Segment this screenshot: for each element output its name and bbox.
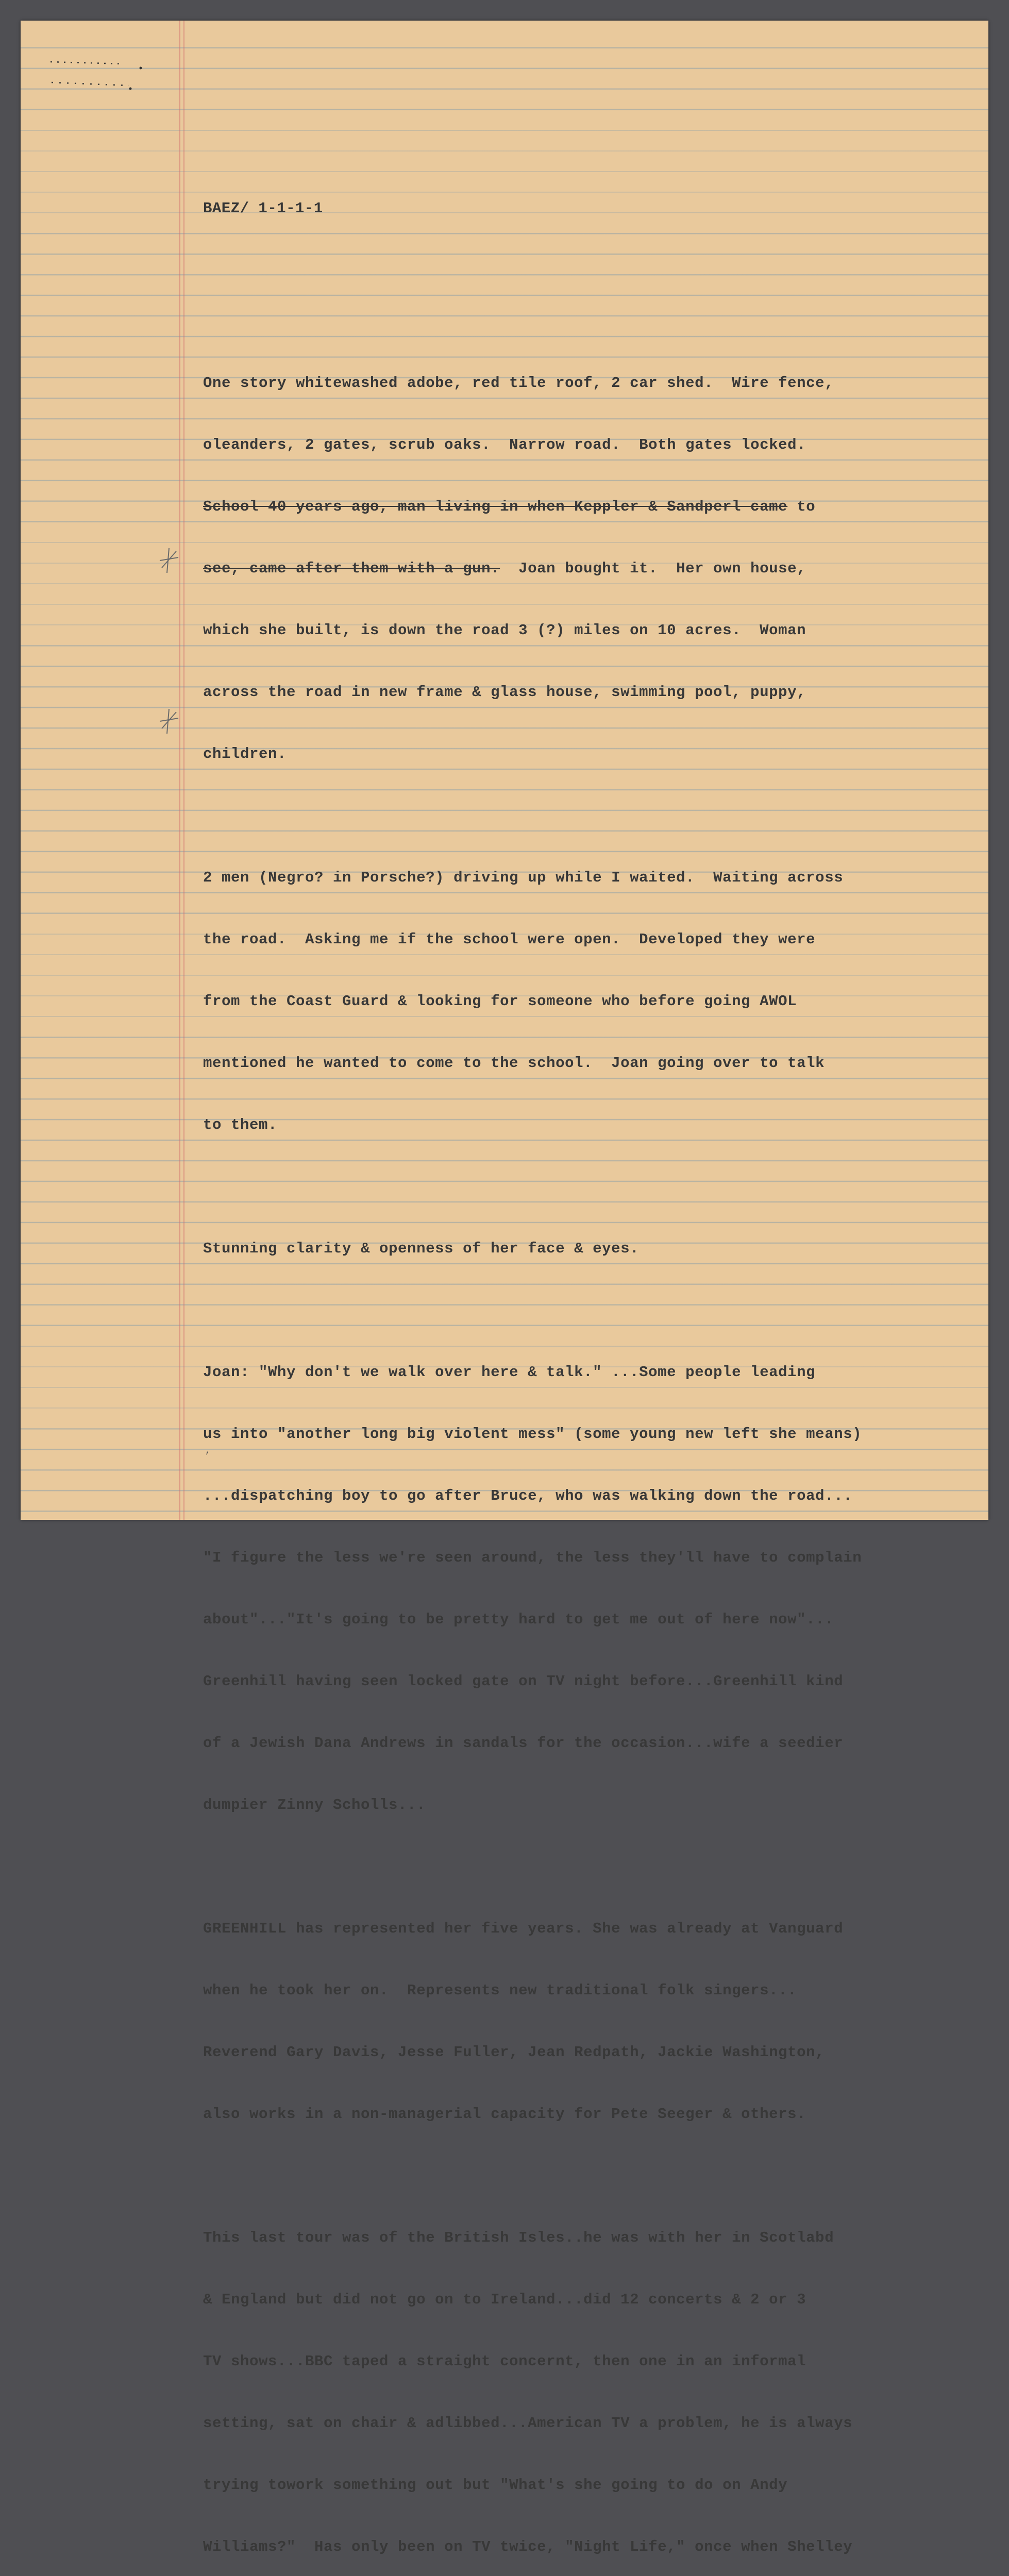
text-line: Greenhill having seen locked gate on TV night before...Greenhill kind — [203, 1673, 844, 1690]
text-line: oleanders, 2 gates, scrub oaks. Narrow road. Both gates locked. — [203, 436, 806, 453]
text-line: Reverend Gary Davis, Jesse Fuller, Jean Redpath, Jackie Washington, — [203, 2044, 825, 2061]
text-line: also works in a non-managerial capacity for Pete Seeger & others. — [203, 2106, 806, 2123]
paragraph-joan-quote — [203, 1321, 986, 1857]
paragraph-clarity — [203, 1197, 986, 1300]
text-line: ...dispatching boy to go after Bruce, who was walking down the road... — [203, 1487, 853, 1504]
notebook-page — [21, 21, 988, 2555]
margin-rule — [179, 21, 180, 1520]
text-line — [203, 558, 986, 579]
text-line: Williams?" Has only been on TV twice, "Night Life," once when Shelley — [203, 2538, 853, 2555]
text-line: to them. — [203, 1116, 278, 1133]
text-line: us into "another long big violent mess" (some young new left she means) — [203, 1426, 862, 1443]
text-line: 2 men (Negro? in Porsche?) driving up while I waited. Waiting across — [203, 869, 844, 886]
text-fragment: Joan bought it. Her own house, — [500, 560, 806, 577]
stray-mark: , — [205, 1446, 211, 1456]
paragraph-british-tour — [203, 2187, 986, 2576]
text-line: Stunning clarity & openness of her face & eyes. — [203, 1240, 640, 1257]
text-line: from the Coast Guard & looking for someone who before going AWOL — [203, 993, 797, 1010]
text-line: mentioned he wanted to come to the school. Joan going over to talk — [203, 1055, 825, 1072]
text-line: This last tour was of the British Isles..he was with her in Scotlabd — [203, 2229, 834, 2246]
text-line: children. — [203, 745, 287, 762]
text-line: dumpier Zinny Scholls... — [203, 1797, 426, 1814]
star-margin-mark-icon — [156, 545, 181, 576]
text-line: GREENHILL has represented her five years. She was already at Vanguard — [203, 1920, 844, 1937]
struck-text: see, came after them with a gun. — [203, 560, 500, 577]
struck-text: School 40 years ago, man living in when Keppler & Sandperl came — [203, 498, 788, 515]
typed-notes — [203, 332, 986, 2576]
text-line: the road. Asking me if the school were open. Developed they were — [203, 931, 816, 948]
text-line: One story whitewashed adobe, red tile roof, 2 car shed. Wire fence, — [203, 375, 834, 392]
text-line: setting, sat on chair & adlibbed...American TV a problem, he is always — [203, 2415, 853, 2432]
text-line — [203, 497, 986, 517]
text-line: TV shows...BBC taped a straight concernt, then one in an informal — [203, 2353, 806, 2370]
text-fragment: to — [787, 498, 816, 515]
pencil-corner-marks — [45, 53, 148, 99]
text-line: of a Jewish Dana Andrews in sandals for the occasion...wife a seedier — [203, 1735, 844, 1752]
paragraph-coast-guard — [203, 826, 986, 1177]
star-margin-mark-icon — [156, 706, 181, 737]
text-line: "I figure the less we're seen around, the less they'll have to complain — [203, 1549, 862, 1566]
text-line: across the road in new frame & glass house, swimming pool, puppy, — [203, 684, 806, 701]
text-line: & England but did not go on to Ireland...did 12 concerts & 2 or 3 — [203, 2291, 806, 2308]
paragraph-greenhill — [203, 1877, 986, 2166]
paragraph-house-description — [203, 332, 986, 806]
text-line: trying towork something out but "What's she going to do on Andy — [203, 2477, 788, 2494]
margin-rule — [183, 21, 184, 1520]
text-line: which she built, is down the road 3 (?) miles on 10 acres. Woman — [203, 622, 806, 639]
text-line: Joan: "Why don't we walk over here & talk." ...Some people leading — [203, 1364, 816, 1381]
text-line: when he took her on. Represents new traditional folk singers... — [203, 1982, 797, 1999]
text-line: about"..."It's going to be pretty hard to get me out of here now"... — [203, 1611, 834, 1628]
document-header: BAEZ/ 1-1-1-1 — [203, 200, 323, 217]
